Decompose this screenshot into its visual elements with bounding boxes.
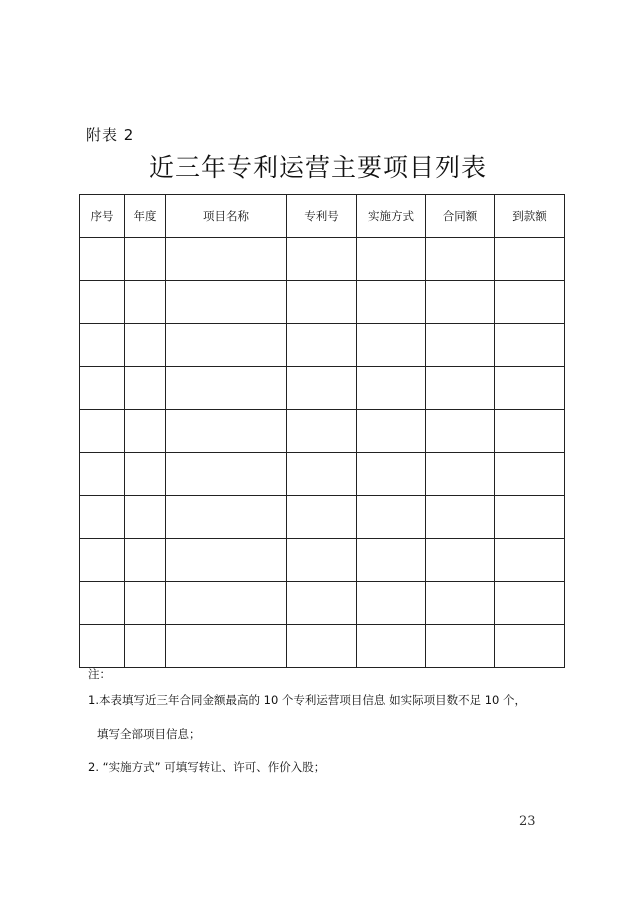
table-cell <box>426 238 495 281</box>
table-cell <box>426 625 495 668</box>
table-row <box>80 453 565 496</box>
table-row <box>80 367 565 410</box>
table-cell <box>166 625 287 668</box>
table-cell <box>495 625 565 668</box>
table-cell <box>426 410 495 453</box>
project-table <box>79 194 565 668</box>
table-cell <box>80 238 125 281</box>
table-cell <box>80 410 125 453</box>
table-row <box>80 238 565 281</box>
table-cell <box>125 453 166 496</box>
table-cell <box>125 625 166 668</box>
table-cell <box>426 539 495 582</box>
table-cell <box>287 453 357 496</box>
table-cell <box>125 582 166 625</box>
table-cell <box>166 410 287 453</box>
table-cell <box>426 324 495 367</box>
col-header-patent-no: 专利号 <box>287 195 357 238</box>
table-cell <box>426 281 495 324</box>
table-cell <box>166 582 287 625</box>
table-cell <box>357 324 426 367</box>
col-header-index: 序号 <box>80 195 125 238</box>
table-cell <box>125 410 166 453</box>
col-header-project-name: 项目名称 <box>166 195 287 238</box>
table-cell <box>166 453 287 496</box>
table-cell <box>357 496 426 539</box>
table-cell <box>80 324 125 367</box>
table-cell <box>357 410 426 453</box>
table-cell <box>287 367 357 410</box>
table-cell <box>80 367 125 410</box>
table-cell <box>125 324 166 367</box>
table-cell <box>495 281 565 324</box>
table-cell <box>495 367 565 410</box>
table-cell <box>426 496 495 539</box>
table-cell <box>287 410 357 453</box>
table-row <box>80 496 565 539</box>
table-cell <box>166 539 287 582</box>
table-cell <box>357 367 426 410</box>
table-cell <box>166 281 287 324</box>
table-cell <box>287 281 357 324</box>
table-cell <box>495 453 565 496</box>
table-cell <box>357 625 426 668</box>
note-item-1-continued: 填写全部项目信息； <box>97 727 201 741</box>
note-item-2: 2. “实施方式” 可填写转让、许可、作价入股； <box>88 760 326 774</box>
table-cell <box>166 367 287 410</box>
table-cell <box>495 410 565 453</box>
table-row <box>80 281 565 324</box>
table-cell <box>426 367 495 410</box>
table-cell <box>287 496 357 539</box>
attachment-label: 附表 2 <box>86 126 135 144</box>
table-header-row <box>80 195 565 238</box>
table-cell <box>125 539 166 582</box>
table-cell <box>125 496 166 539</box>
table-row <box>80 539 565 582</box>
col-header-received-amount: 到款额 <box>495 195 565 238</box>
table-cell <box>287 625 357 668</box>
table-cell <box>287 582 357 625</box>
table-row <box>80 625 565 668</box>
col-header-year: 年度 <box>125 195 166 238</box>
table-cell <box>287 238 357 281</box>
table-cell <box>80 453 125 496</box>
table-cell <box>287 324 357 367</box>
table-row <box>80 324 565 367</box>
table-cell <box>495 539 565 582</box>
table-cell <box>495 582 565 625</box>
table-cell <box>426 453 495 496</box>
table-cell <box>166 496 287 539</box>
table-cell <box>80 539 125 582</box>
table-cell <box>80 496 125 539</box>
table-cell <box>125 238 166 281</box>
table-cell <box>426 582 495 625</box>
table-cell <box>80 582 125 625</box>
table-cell <box>166 238 287 281</box>
table-cell <box>357 453 426 496</box>
table-cell <box>357 238 426 281</box>
table-cell <box>357 582 426 625</box>
table-cell <box>80 281 125 324</box>
table-cell <box>166 324 287 367</box>
note-item-1: 1.本表填写近三年合同金额最高的 10 个专利运营项目信息 如实际项目数不足 10 个， <box>88 693 527 707</box>
table-cell <box>357 281 426 324</box>
table-cell <box>125 281 166 324</box>
table-cell <box>80 625 125 668</box>
page-title: 近三年专利运营主要项目列表 <box>148 153 487 182</box>
table-cell <box>495 324 565 367</box>
table-cell <box>495 238 565 281</box>
table-row <box>80 582 565 625</box>
table-cell <box>495 496 565 539</box>
table-cell <box>357 539 426 582</box>
table-cell <box>125 367 166 410</box>
table-row <box>80 410 565 453</box>
col-header-method: 实施方式 <box>357 195 426 238</box>
page-number: 23 <box>519 814 536 829</box>
col-header-contract-amount: 合同额 <box>426 195 495 238</box>
notes-heading: 注： <box>88 667 111 681</box>
table-cell <box>287 539 357 582</box>
